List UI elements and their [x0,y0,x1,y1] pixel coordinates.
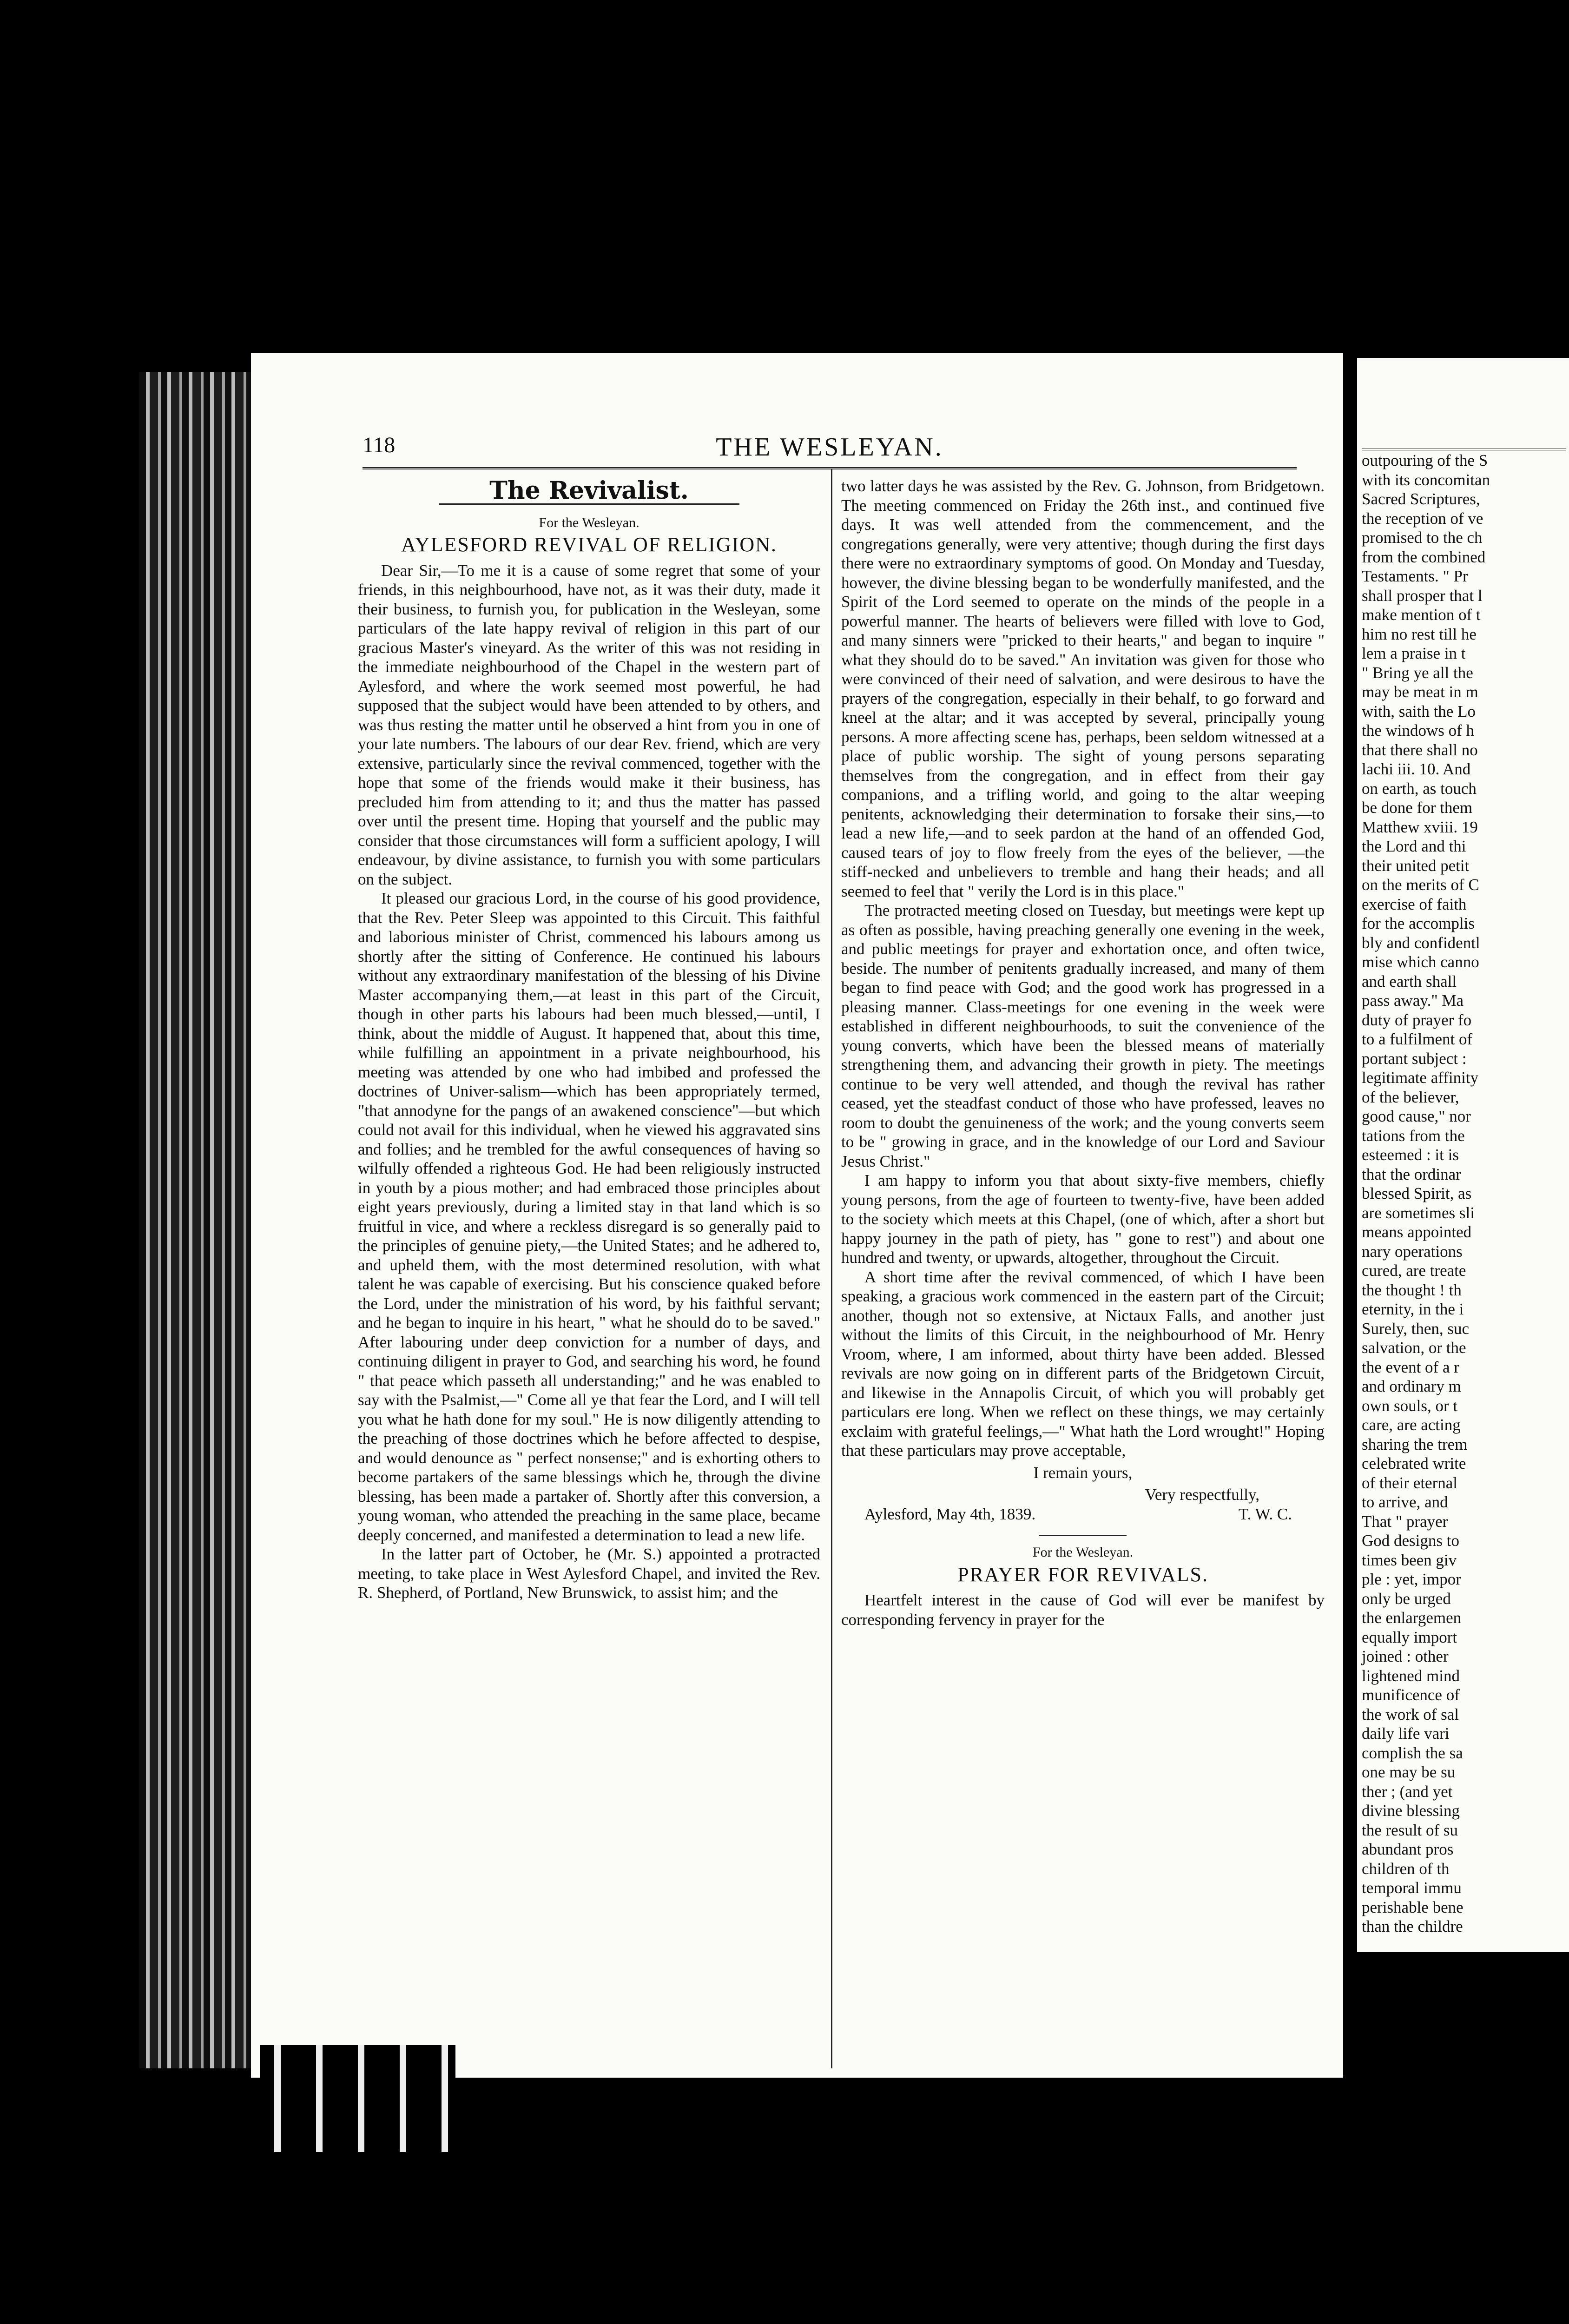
adjacent-text-line: munificence of [1362,1686,1460,1704]
adjacent-text-line: one may be su [1362,1763,1456,1781]
signoff-line: I remain yours, [1033,1463,1133,1482]
adjacent-text-line: lachi iii. 10. And [1362,760,1471,778]
byline: For the Wesleyan. [539,515,639,530]
adjacent-text-line: Surely, then, suc [1362,1319,1470,1338]
adjacent-text-line: of the believer, [1362,1088,1459,1106]
adjacent-page-fragment [1357,358,1569,1952]
section-title: The Revivalist. [489,476,689,505]
adjacent-text-line: tations from the [1362,1126,1465,1145]
adjacent-text-line: daily life vari [1362,1724,1450,1743]
adjacent-text-line: him no rest till he [1362,625,1477,643]
paragraph: In the latter part of October, he (Mr. S.) appointed a protracted meeting, to take place in West Aylesford Chapel, and invited the Rev. R. Shepherd, of Portland, New Brunswick, to assist him; and the [358,1545,820,1602]
article-separator [1039,1535,1126,1536]
adjacent-text-line: that there shall no [1362,740,1478,759]
adjacent-text-line: exercise of faith [1362,895,1467,913]
adjacent-text-line: Matthew xviii. 19 [1362,818,1478,836]
adjacent-text-line: perishable bene [1362,1898,1464,1916]
adjacent-text-line: the enlargemen [1362,1609,1462,1627]
paragraph: I am happy to inform you that about sixty-five members, chiefly young persons, from the age of fourteen to twenty-five, have been added to the society which meets at this Chapel, (one of which, after a short but happy journey in the path of piety, has " gone to rest") and about one hundred and twenty, or upwards, altogether, throughout the Circuit. [841,1171,1325,1267]
publication-title: THE WESLEYAN. [716,433,943,462]
paragraph: Dear Sir,—To me it is a cause of some regret that some of your friends, in this neighbourhood, have not, as it was their duty, made it their business, to furnish you, for publication in the Wesleyan, some particulars of the late happy revival of religion in this part of our gracious Master's vineyard. As the writer of this was not residing in the immediate neighbourhood of the Chapel in the western part of Aylesford, and where the work seemed most powerful, he had supposed that the subject would have been attended to by others, and was thus resting the matter until he observed a hint from you in one of your late numbers. The labours of our dear Rev. friend, which are very extensive, particularly since the revival commenced, together with the hope that some of the friends would make it their business, has precluded him from attending to it; and thus the matter has passed over until the present time. Hoping that yourself and the public may consider that those circumstances will form a sufficient apology, I will endeavour, by divine assistance, to furnish you with some particulars on the subject. [358,561,820,888]
adjacent-text-line: ther ; (and yet [1362,1782,1453,1801]
adjacent-text-line: joined : other [1362,1647,1449,1665]
adjacent-text-line: Sacred Scriptures, [1362,490,1480,508]
adjacent-text-line: that the ordinar [1362,1165,1461,1183]
adjacent-text-line: ple : yet, impor [1362,1570,1461,1588]
adjacent-text-line: the reception of ve [1362,509,1483,528]
adjacent-text-line: equally import [1362,1628,1457,1646]
page-header [363,432,1297,465]
adjacent-text-line: times been giv [1362,1551,1457,1569]
adjacent-text-line: are sometimes sli [1362,1203,1475,1222]
adjacent-text-line: God designs to [1362,1532,1459,1550]
adjacent-text-line: for the accomplis [1362,914,1475,932]
adjacent-text-line: esteemed : it is [1362,1146,1459,1164]
adjacent-text-line: Testaments. " Pr [1362,567,1468,585]
signoff-row [841,1505,1325,1524]
adjacent-text-line: bly and confidentl [1362,933,1480,952]
newspaper-page [251,353,1343,2078]
adjacent-text-line: lem a praise in t [1362,644,1466,662]
adjacent-text-line: own souls, or t [1362,1396,1458,1415]
adjacent-text-line: with its concomitan [1362,470,1490,489]
paragraph: two latter days he was assisted by the Rev. G. Johnson, from Bridgetown. The meeting commenced on Friday the 26th inst., and continued five days. It was well attended from the commencement, and the congregations generally, were very attentive; though during the first days there were no extraordinary symptoms of good. On Monday and Tuesday, however, the divine blessing began to be wonderfully manifested, and the Spirit of the Lord seemed to operate on the minds of the people in a powerful manner. The hearts of believers were filled with love to God, and many sinners were "pricked to their hearts," and began to inquire " what they should do to be saved." An invitation was given for those who were convinced of their need of salvation, and were desirous to have the prayers of the congregation, especially in their behalf, to go forward and kneel at the altar; and it was accepted by several, principally young persons. A more affecting scene has, perhaps, been seldom witnessed at a place of public worship. The sight of young persons separating themselves from the congregation, and in effect from their gay companions, and a trifling world, and going to the altar weeping penitents, acknowledging their determination to forsake their sins,—to lead a new life,—and to seek pardon at the hand of an offended God, caused tears of joy to flow freely from the eyes of the believer, —the stiff-necked and unbelievers to tremble and hang their heads; and all seemed to feel that " verily the Lord is in this place." [841,477,1325,900]
adjacent-text-line: may be meat in m [1362,683,1478,701]
adjacent-text-line: to a fulfilment of [1362,1030,1473,1048]
adjacent-text-line: sharing the trem [1362,1435,1468,1453]
paragraph: Heartfelt interest in the cause of God will ever be manifest by corresponding fervency in prayer for the [841,1591,1325,1629]
adjacent-text-line: to arrive, and [1362,1493,1448,1511]
adjacent-text-line: their united petit [1362,856,1470,875]
binding-clip [260,2045,455,2152]
adjacent-text-line: care, are acting [1362,1416,1461,1434]
paragraph: It pleased our gracious Lord, in the course of his good providence, that the Rev. Peter Sleep was appointed to this Circuit. This faithful and laborious minister of Christ, commenced his labours among us shortly after the sitting of Conference. He continued his labours without any extraordinary manifestation of the blessing of his Divine Master accompanying them,—at least in this part of the Circuit, though in other parts his labours had been much blessed,—until, I think, about the middle of August. It happened that, about this time, while fulfilling an appointment in a private neighbourhood, his meeting was attended by one who had imbibed and professed the doctrines of Univer-salism—which has been appropriately termed, "that annodyne for the pangs of an awakened conscience"—but which could not avail for this individual, when he viewed his aggravated sins and follies; and he trembled for the awful consequences of having so wilfully offended a righteous God. He had been religiously instructed in youth by a pious mother; and had embraced those principles about eight years previously, during a limited stay in that land which is so fruitful in vice, and where a reckless disregard is so generally paid to the principles of genuine piety,—the United States; and he adhered to, and upheld them, with the most determined resolution, with what talent he was capable of exercising. But his conscience quaked before the Lord, under the ministration of his word, by his faithful servant; and he began to inquire in his heart, " what he should do to be saved." After labouring under deep conviction for a number of days, and continuing diligent in prayer to God, and searching his word, he found " that peace which passeth all understanding;" and he was enabled to say with the Psalmist,—" Come all ye that fear the Lord, and I will tell you what he hath done for my soul." He is now diligently attending to the preaching of those doctrines which he before affected to despise, and would denounce as " perfect nonsense;" and is exhorting others to become partakers of the same blessings which he, through the divine blessing, has been made a partaker of. Shortly after this conversion, a young woman, who attended the preaching in the same place, became deeply concerned, and manifested a determination to lead a new life. [358,889,820,1544]
adjacent-text-line: temporal immu [1362,1879,1462,1897]
article-title: AYLESFORD REVIVAL OF RELIGION. [401,533,777,556]
adjacent-text-line: blessed Spirit, as [1362,1184,1472,1202]
adjacent-text-line: legitimate affinity [1362,1069,1479,1087]
adjacent-text-line: children of th [1362,1859,1450,1878]
page-number: 118 [363,433,396,457]
signoff-line: Very respectfully, [1145,1486,1259,1504]
adjacent-text-line: portant subject : [1362,1049,1467,1068]
adjacent-text-line: shall prosper that l [1362,586,1483,605]
adjacent-text-line: and earth shall [1362,972,1457,990]
adjacent-text-line: make mention of t [1362,606,1481,624]
column-divider [831,469,832,2068]
adjacent-text-line: the result of su [1362,1821,1458,1839]
adjacent-text-line: means appointed [1362,1223,1472,1241]
adjacent-text-line: eternity, in the i [1362,1300,1464,1318]
header-rule [363,467,1297,469]
adjacent-text-line: the thought ! th [1362,1281,1462,1299]
adjacent-text-line: from the combined [1362,548,1486,566]
byline: For the Wesleyan. [1032,1545,1134,1560]
article-title: PRAYER FOR REVIVALS. [957,1563,1209,1586]
adjacent-text-line: celebrated write [1362,1454,1466,1472]
binding-edge [139,372,256,2068]
adjacent-text [1362,451,1569,1936]
adjacent-text-line: with, saith the Lo [1362,702,1476,720]
adjacent-text-line: That " prayer [1362,1512,1448,1531]
adjacent-text-line: of their eternal [1362,1473,1458,1492]
place-date: Aylesford, May 4th, 1839. [864,1505,1036,1523]
adjacent-text-line: than the childre [1362,1917,1463,1935]
column-left [358,476,820,1603]
adjacent-text-line: and ordinary m [1362,1377,1461,1395]
adjacent-text-line: mise which canno [1362,953,1479,971]
column-right [841,476,1325,1629]
adjacent-text-line: on earth, as touch [1362,779,1477,798]
paragraph: The protracted meeting closed on Tuesday, but meetings were kept up as often as possible, having preaching generally one evening in the week, and public meetings for prayer and exhortation once, and often twice, beside. The number of penitents gradually increased, and many of them began to find peace with God; and the good work has progressed in a pleasing manner. Class-meetings for one evening in the week were established in different neighbourhoods, to suit the convenience of the young converts, which have been the blessed means of materially strengthening them, and advancing their growth in piety. The meetings continue to be very well attended, and though the revival has rather ceased, yet the steadfast conduct of those who have professed, leaves no room to doubt the genuineness of the work; and the young converts seem to be " growing in grace, and in the knowledge of our Lord and Saviour Jesus Christ." [841,901,1325,1170]
paragraph: A short time after the revival commenced, of which I have been speaking, a gracious work commenced in the eastern part of the Circuit; another, though not so extensive, at Nictaux Falls, and another just without the limits of this Circuit, in the neighbourhood of Mr. Henry Vroom, where, I am informed, about thirty have been added. Blessed revivals are now going on in different parts of the Bridgetown Circuit, and likewise in the Annapolis Circuit, of which you will probably get particulars ere long. When we reflect on these things, we may certainly exclaim with grateful feelings,—" What hath the Lord wrought!" Hoping that these particulars may prove acceptable, [841,1268,1325,1459]
adjacent-text-line: promised to the ch [1362,528,1483,547]
adjacent-text-line: nary operations [1362,1242,1463,1261]
adjacent-text-line: abundant pros [1362,1840,1454,1858]
adjacent-text-line: only be urged [1362,1589,1451,1608]
adjacent-text-line: the work of sal [1362,1705,1459,1723]
adjacent-text-line: outpouring of the S [1362,451,1488,469]
author-initials: T. W. C. [1238,1505,1292,1523]
adjacent-text-line: salvation, or the [1362,1339,1466,1357]
adjacent-text-line: cured, are treate [1362,1261,1466,1280]
adjacent-text-line: good cause," nor [1362,1107,1471,1125]
adjacent-text-line: complish the sa [1362,1743,1463,1762]
adjacent-text-line: the event of a r [1362,1358,1459,1376]
adjacent-text-line: on the merits of C [1362,876,1479,894]
adjacent-text-line: duty of prayer fo [1362,1010,1472,1029]
adjacent-text-line: the windows of h [1362,721,1475,739]
adjacent-text-line: lightened mind [1362,1666,1460,1685]
adjacent-header-rule [1362,449,1566,450]
adjacent-text-line: divine blessing [1362,1802,1460,1820]
adjacent-text-line: be done for them [1362,799,1473,817]
adjacent-text-line: pass away." Ma [1362,991,1464,1010]
adjacent-text-line: " Bring ye all the [1362,663,1473,682]
adjacent-text-line: the Lord and thi [1362,837,1466,855]
